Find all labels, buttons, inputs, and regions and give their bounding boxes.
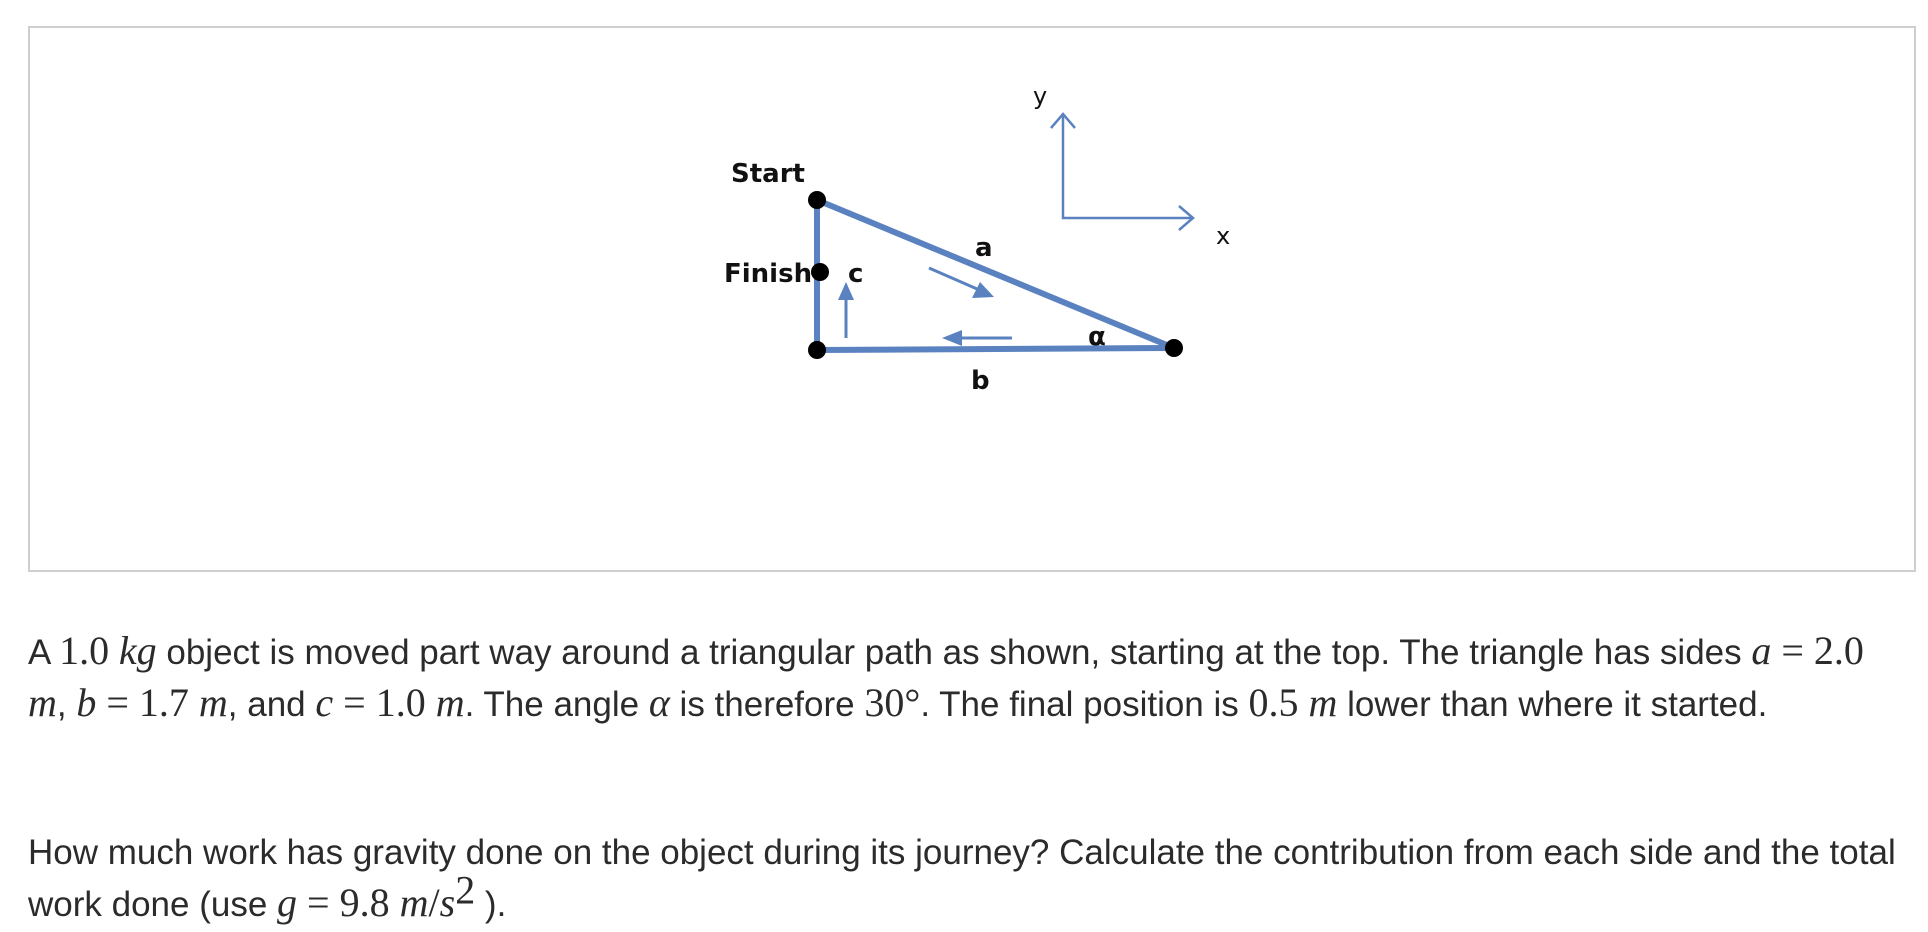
triangle-diagram <box>30 28 1918 574</box>
g-unit-exp: 2 <box>455 867 476 913</box>
side-a-var: a <box>1751 628 1772 673</box>
axis-x-label: x <box>1216 222 1231 250</box>
bottom-left-point <box>808 341 826 359</box>
direction-arrow-c <box>838 282 854 338</box>
axis-y-label: y <box>1033 82 1048 110</box>
g-var: g <box>277 880 298 925</box>
side-b-label: b <box>971 366 990 396</box>
figure-frame <box>28 26 1916 572</box>
angle-value: 30° <box>864 680 921 725</box>
start-label: Start <box>731 159 805 189</box>
side-c-unit: m <box>435 680 465 725</box>
side-a-line <box>817 200 1174 348</box>
bottom-right-point <box>1165 339 1183 357</box>
side-c-label: c <box>848 259 864 289</box>
direction-arrow-b <box>942 330 1012 346</box>
finish-point <box>811 263 829 281</box>
drop-value: 0.5 <box>1248 680 1309 725</box>
problem-question: How much work has gravity done on the object during its journey? Calculate the contribution from each side and the total work done (use g = 9.8 $m/s^2$ ). <box>28 833 1896 925</box>
problem-description: A 1.0 kg object is moved part way around a triangular path as shown, starting at the top. The triangle has sides a = 2.0 m, b = 1.7 m, and c = 1.0 m. The angle α is therefore 30°. The final position is 0.5 m lower than where it started. <box>28 628 1864 725</box>
side-c-var: c <box>315 680 334 725</box>
side-b-line <box>817 348 1174 350</box>
g-unit-sep: / <box>428 880 440 925</box>
side-b-var: b <box>76 680 97 725</box>
side-b-unit: m <box>198 680 228 725</box>
g-unit-num: m <box>399 880 429 925</box>
g-unit-den: s <box>439 880 456 925</box>
angle-alpha-label: α <box>1088 322 1106 352</box>
side-a-unit: m <box>28 680 57 725</box>
finish-label: Finish <box>724 259 813 289</box>
g-value: = 9.8 <box>297 880 400 925</box>
drop-unit: m <box>1308 680 1338 725</box>
side-b-value: = 1.7 <box>96 680 199 725</box>
coordinate-axes <box>1051 114 1193 230</box>
side-c-value: = 1.0 <box>333 680 436 725</box>
start-point <box>808 191 826 209</box>
alpha-var: α <box>648 680 670 725</box>
mass-value: 1.0 <box>59 628 110 673</box>
side-a-label: a <box>975 233 993 263</box>
side-a-value: = 2.0 <box>1771 628 1864 673</box>
mass-unit: kg <box>118 628 157 673</box>
